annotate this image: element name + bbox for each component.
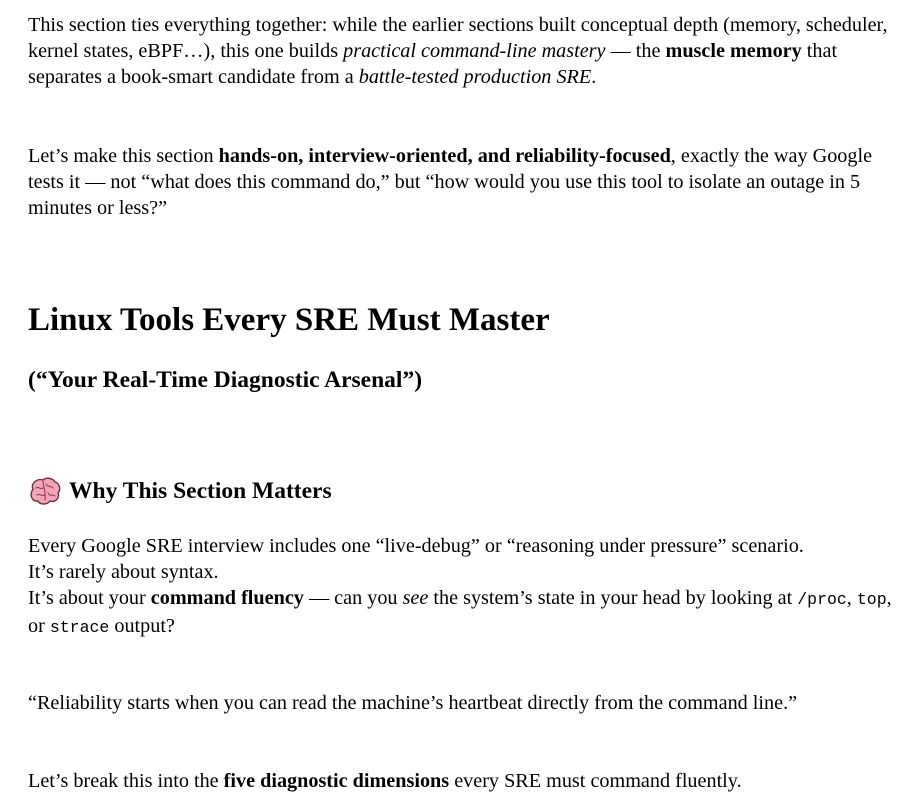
matters-line-3 xyxy=(28,585,898,641)
matters-text-d: the system’s state in your head by looking at xyxy=(428,587,798,609)
matters-text-c: — can you xyxy=(303,587,403,609)
page-title: Linux Tools Every SRE Must Master xyxy=(28,302,550,338)
intro-text-2: — the xyxy=(605,40,666,62)
matters-sep-2: , or xyxy=(28,587,892,637)
page-subtitle: (“Your Real-Time Diagnostic Arsenal”) xyxy=(28,367,423,393)
dimensions-text-1: Let’s break this into the xyxy=(28,770,224,792)
matters-emphasis: see xyxy=(402,587,429,609)
intro-paragraph xyxy=(28,12,898,90)
matters-paragraph xyxy=(28,533,898,641)
approach-paragraph xyxy=(28,143,898,221)
matters-line-2: It’s rarely about syntax. xyxy=(28,561,219,583)
intro-text-4: . xyxy=(591,66,597,88)
dimensions-bold: five diagnostic dimensions xyxy=(223,770,450,792)
quote-paragraph: “Reliability starts when you can read the machine’s heartbeat directly from the command line.” xyxy=(28,692,798,714)
approach-text-2: , exactly the way Google tests it — not “what does this command do,” but “how would you use this tool to isolate an outage in 5 minutes or less?” xyxy=(28,145,873,219)
intro-emphasis-2: battle-tested production SRE xyxy=(358,66,592,88)
dimensions-paragraph xyxy=(28,768,898,794)
approach-text-1: Let’s make this section xyxy=(28,145,219,167)
intro-text-1: This section ties everything together: while the earlier sections built conceptual depth (memory, scheduler, kernel states, eBPF…), this one builds xyxy=(28,14,888,62)
matters-line-1: Every Google SRE interview includes one “live-debug” or “reasoning under pressure” scenario. xyxy=(28,535,804,557)
intro-bold-1: muscle memory xyxy=(665,40,802,62)
dimensions-text-2: every SRE must command fluently. xyxy=(449,770,742,792)
section-header xyxy=(28,475,332,507)
intro-text-3: that separates a book-smart candidate from a xyxy=(28,40,838,88)
code-top: top xyxy=(856,590,887,609)
code-proc: /proc xyxy=(797,590,847,609)
matters-text-e: output? xyxy=(109,615,175,637)
brain-icon xyxy=(28,476,62,506)
intro-emphasis-1: practical command-line mastery xyxy=(343,40,606,62)
matters-sep-1: , xyxy=(846,587,857,609)
code-strace: strace xyxy=(49,618,110,637)
section-title: Why This Section Matters xyxy=(69,478,332,504)
matters-bold: command fluency xyxy=(150,587,304,609)
matters-text-a: It’s about your xyxy=(28,587,151,609)
approach-bold: hands-on, interview-oriented, and reliability-focused xyxy=(218,145,671,167)
